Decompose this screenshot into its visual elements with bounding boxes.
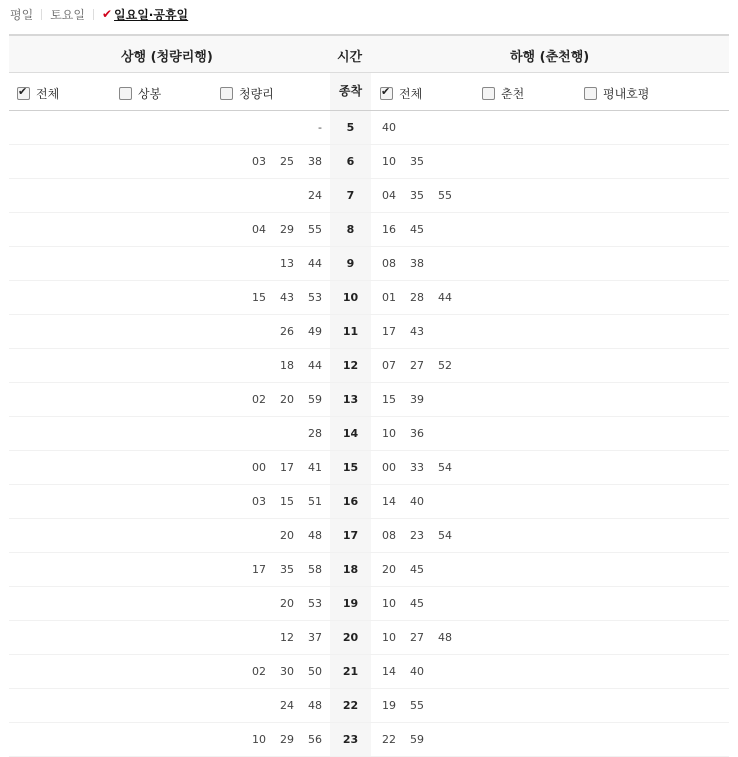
down-departure-times [382, 383, 438, 416]
tab-sunday-holiday[interactable]: 일요일·공휴일 [114, 7, 189, 22]
departure-minute: 01 [382, 291, 396, 304]
hour-cell: 10 [330, 281, 371, 314]
up-departure-times [238, 145, 322, 178]
departure-minute: 22 [382, 733, 396, 746]
departure-minute: 48 [438, 631, 452, 644]
hour-cell: 22 [330, 689, 371, 722]
table-row [9, 315, 729, 349]
filter-label: 전체 [36, 87, 60, 101]
down-departure-times [382, 213, 438, 246]
down-departure-times [382, 553, 438, 586]
table-row [9, 689, 729, 723]
table-row [9, 723, 729, 757]
down-direction-title: 하행 (춘천행) [510, 50, 590, 65]
departure-minute: 17 [280, 461, 294, 474]
departure-minute: 29 [280, 733, 294, 746]
departure-minute: 00 [252, 461, 266, 474]
down-departure-times [382, 179, 466, 212]
up-filter-cheongnyangni[interactable] [220, 85, 274, 102]
departure-minute: 35 [410, 155, 424, 168]
departure-minute: 27 [410, 631, 424, 644]
day-tabs [10, 5, 188, 23]
departure-minute: 35 [280, 563, 294, 576]
departure-minute: 24 [308, 189, 322, 202]
up-departure-times [266, 315, 322, 348]
departure-minute: 03 [252, 155, 266, 168]
departure-minute: 20 [382, 563, 396, 576]
up-departure-times [238, 213, 322, 246]
table-row [9, 383, 729, 417]
checkbox-icon [119, 87, 132, 100]
departure-minute: 16 [382, 223, 396, 236]
up-filter-sangbong[interactable] [119, 85, 161, 102]
departure-minute: 49 [308, 325, 322, 338]
down-departure-times [382, 145, 438, 178]
departure-minute: 45 [410, 563, 424, 576]
departure-minute: 12 [280, 631, 294, 644]
departure-minute: 19 [382, 699, 396, 712]
down-departure-times [382, 315, 438, 348]
up-departure-times [266, 349, 322, 382]
departure-minute: 29 [280, 223, 294, 236]
checkbox-icon [482, 87, 495, 100]
table-row [9, 145, 729, 179]
down-departure-times [382, 349, 466, 382]
up-departure-times [238, 655, 322, 688]
hour-cell: 19 [330, 587, 371, 620]
departure-minute: 26 [280, 325, 294, 338]
departure-minute: 10 [382, 631, 396, 644]
down-departure-times [382, 247, 438, 280]
departure-minute: 20 [280, 393, 294, 406]
tab-divider [41, 9, 42, 20]
hour-cell: 23 [330, 723, 371, 756]
table-row [9, 655, 729, 689]
filter-label: 평내호평 [603, 87, 650, 101]
departure-minute: 10 [252, 733, 266, 746]
hour-cell: 6 [330, 145, 371, 178]
filter-label: 청량리 [239, 87, 274, 101]
hour-cell: 16 [330, 485, 371, 518]
departure-minute: 38 [410, 257, 424, 270]
up-departure-times [238, 553, 322, 586]
table-row [9, 213, 729, 247]
departure-minute: 44 [308, 359, 322, 372]
table-row [9, 519, 729, 553]
departure-minute: 30 [280, 665, 294, 678]
schedule-rows [9, 111, 729, 757]
filter-row [9, 73, 729, 111]
departure-minute: 20 [280, 597, 294, 610]
departure-minute: 59 [410, 733, 424, 746]
down-departure-times [382, 689, 438, 722]
down-departure-times [382, 111, 410, 144]
departure-minute: 53 [308, 597, 322, 610]
tab-weekday[interactable]: 평일 [10, 7, 34, 22]
up-departure-times [266, 519, 322, 552]
checkbox-checked-icon [380, 87, 393, 100]
up-direction-title: 상행 (청량리행) [121, 50, 213, 65]
up-departure-times [304, 111, 322, 144]
table-row [9, 179, 729, 213]
down-filter-pyeongnae-hopyeong[interactable] [584, 85, 649, 102]
hour-cell: 5 [330, 111, 371, 144]
departure-minute: 55 [410, 699, 424, 712]
checkbox-icon [220, 87, 233, 100]
up-departure-times [238, 281, 322, 314]
departure-minute: 14 [382, 495, 396, 508]
departure-minute: 18 [280, 359, 294, 372]
up-departure-times [266, 587, 322, 620]
departure-minute: 38 [308, 155, 322, 168]
departure-minute: 40 [410, 495, 424, 508]
checkbox-checked-icon [17, 87, 30, 100]
departure-minute: 45 [410, 223, 424, 236]
departure-minute: 58 [308, 563, 322, 576]
down-departure-times [382, 655, 438, 688]
table-row [9, 349, 729, 383]
departure-minute: 51 [308, 495, 322, 508]
up-departure-times [238, 723, 322, 756]
hour-cell: 13 [330, 383, 371, 416]
departure-minute: 02 [252, 665, 266, 678]
departure-minute: 24 [280, 699, 294, 712]
departure-minute: 10 [382, 597, 396, 610]
hour-cell: 14 [330, 417, 371, 450]
departure-minute: 07 [382, 359, 396, 372]
tab-saturday[interactable]: 토요일 [50, 7, 85, 22]
departure-minute: 23 [410, 529, 424, 542]
down-departure-times [382, 417, 438, 450]
departure-minute: 35 [410, 189, 424, 202]
departure-minute: 45 [410, 597, 424, 610]
table-row [9, 485, 729, 519]
departure-minute: 10 [382, 155, 396, 168]
departure-minute: 13 [280, 257, 294, 270]
hour-cell: 9 [330, 247, 371, 280]
table-row [9, 553, 729, 587]
down-filter-all[interactable] [380, 85, 422, 102]
down-departure-times [382, 587, 438, 620]
departure-minute: 48 [308, 529, 322, 542]
table-row [9, 417, 729, 451]
down-departure-times [382, 485, 438, 518]
down-filter-chuncheon[interactable] [482, 85, 524, 102]
timetable-header [9, 34, 729, 73]
table-row [9, 281, 729, 315]
departure-minute: 36 [410, 427, 424, 440]
filter-label: 춘천 [501, 87, 525, 101]
up-filter-all[interactable] [17, 85, 59, 102]
table-row [9, 111, 729, 145]
down-departure-times [382, 621, 466, 654]
filter-label: 전체 [399, 87, 423, 101]
down-departure-times [382, 451, 466, 484]
down-departure-times [382, 519, 466, 552]
timetable [9, 34, 729, 757]
table-row [9, 247, 729, 281]
departure-minute: 33 [410, 461, 424, 474]
departure-minute: 04 [252, 223, 266, 236]
hour-cell: 15 [330, 451, 371, 484]
down-departure-times [382, 723, 438, 756]
departure-minute: 03 [252, 495, 266, 508]
departure-minute: 04 [382, 189, 396, 202]
departure-minute: 25 [280, 155, 294, 168]
departure-minute: 28 [308, 427, 322, 440]
up-departure-times [238, 383, 322, 416]
departure-minute: 08 [382, 529, 396, 542]
hour-cell: 11 [330, 315, 371, 348]
departure-minute: 02 [252, 393, 266, 406]
departure-minute: 40 [382, 121, 396, 134]
up-departure-times [238, 451, 322, 484]
table-row [9, 587, 729, 621]
checkbox-icon [584, 87, 597, 100]
departure-minute: 15 [280, 495, 294, 508]
hour-cell: 21 [330, 655, 371, 688]
departure-minute: 43 [280, 291, 294, 304]
departure-minute: 52 [438, 359, 452, 372]
departure-minute: - [318, 121, 322, 134]
departure-minute: 40 [410, 665, 424, 678]
hour-cell: 12 [330, 349, 371, 382]
departure-minute: 41 [308, 461, 322, 474]
departure-minute: 55 [308, 223, 322, 236]
departure-minute: 14 [382, 665, 396, 678]
hour-cell: 17 [330, 519, 371, 552]
departure-minute: 48 [308, 699, 322, 712]
up-departure-times [294, 179, 322, 212]
up-departure-times [238, 485, 322, 518]
departure-minute: 15 [252, 291, 266, 304]
departure-minute: 10 [382, 427, 396, 440]
checkmark-icon: ✔ [101, 7, 113, 21]
departure-minute: 44 [308, 257, 322, 270]
up-departure-times [266, 621, 322, 654]
departure-minute: 17 [252, 563, 266, 576]
departure-minute: 17 [382, 325, 396, 338]
departure-minute: 55 [438, 189, 452, 202]
departure-minute: 44 [438, 291, 452, 304]
hour-cell: 8 [330, 213, 371, 246]
hour-cell: 20 [330, 621, 371, 654]
hour-cell: 18 [330, 553, 371, 586]
departure-minute: 53 [308, 291, 322, 304]
departure-minute: 50 [308, 665, 322, 678]
departure-minute: 37 [308, 631, 322, 644]
up-departure-times [294, 417, 322, 450]
tab-divider [93, 9, 94, 20]
departure-minute: 20 [280, 529, 294, 542]
table-row [9, 621, 729, 655]
time-column-title: 시간 [337, 50, 363, 65]
departure-minute: 00 [382, 461, 396, 474]
hour-cell: 7 [330, 179, 371, 212]
terminal-label: 종착 [330, 73, 371, 110]
up-departure-times [266, 247, 322, 280]
departure-minute: 28 [410, 291, 424, 304]
up-departure-times [266, 689, 322, 722]
departure-minute: 59 [308, 393, 322, 406]
departure-minute: 54 [438, 461, 452, 474]
departure-minute: 08 [382, 257, 396, 270]
departure-minute: 27 [410, 359, 424, 372]
departure-minute: 54 [438, 529, 452, 542]
departure-minute: 39 [410, 393, 424, 406]
departure-minute: 15 [382, 393, 396, 406]
departure-minute: 56 [308, 733, 322, 746]
departure-minute: 43 [410, 325, 424, 338]
filter-label: 상봉 [138, 87, 162, 101]
table-row [9, 451, 729, 485]
down-departure-times [382, 281, 466, 314]
